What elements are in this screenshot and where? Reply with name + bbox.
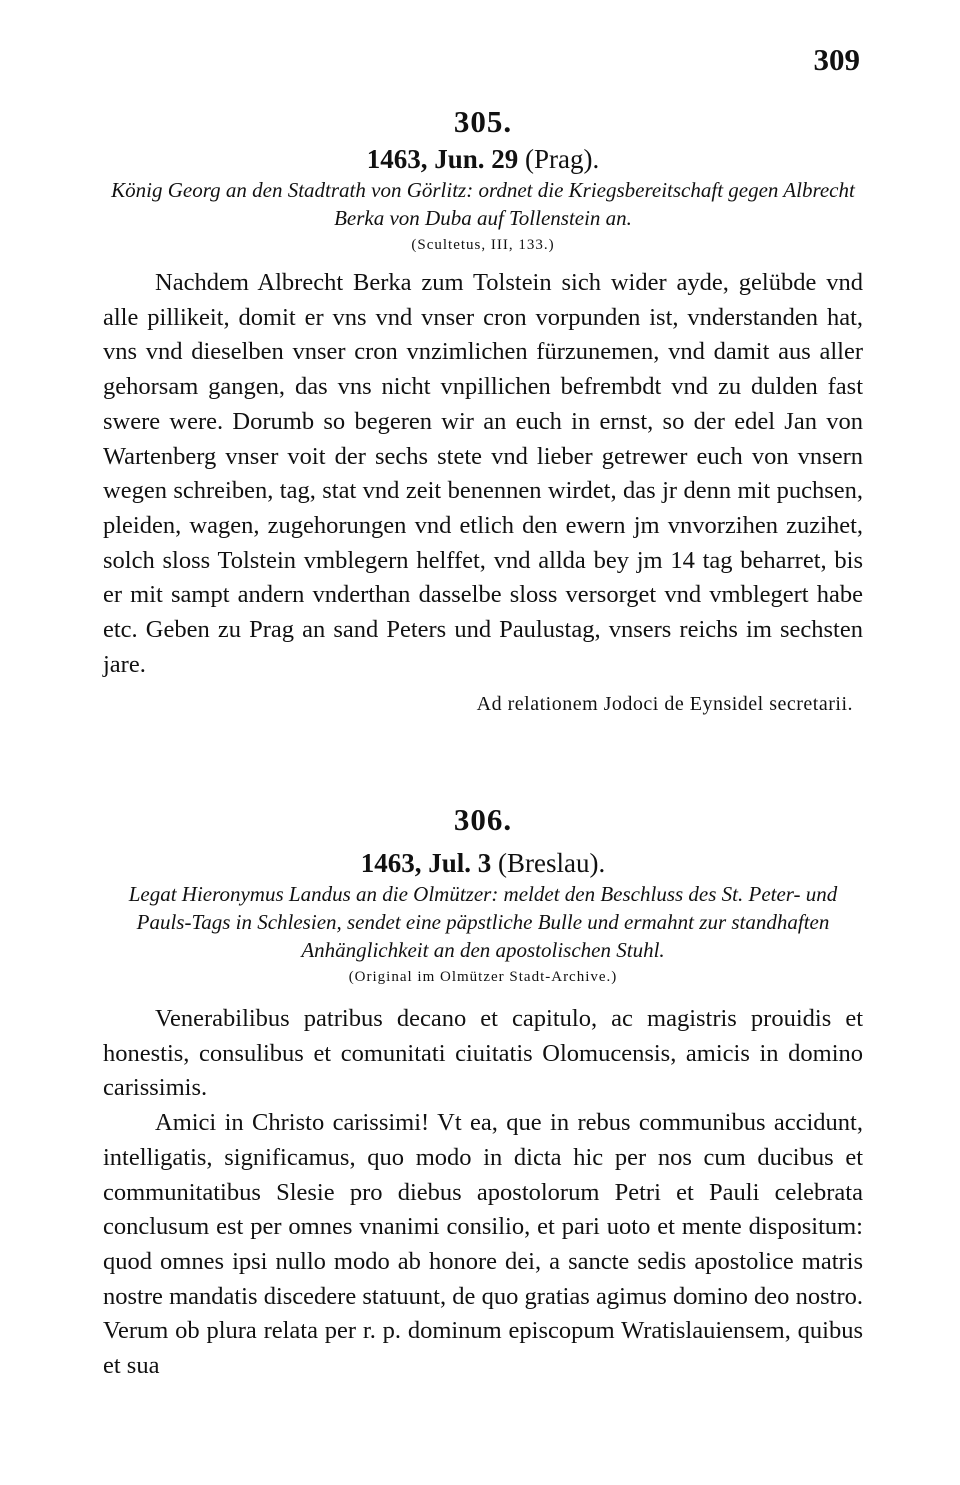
document-306 — [103, 800, 863, 1384]
document-305 — [103, 102, 863, 718]
document-dateline — [103, 846, 863, 880]
document-place: (Breslau). — [498, 848, 606, 878]
page-number: 309 — [813, 42, 860, 77]
document-paragraph: Venerabilibus patribus decano et capitulo, ac magistris prouidis et honestis, consulibus et comunitati ciuitatis Olomucensis, amicis in domino carissimis. — [103, 1005, 863, 1102]
document-summary: Legat Hieronymus Landus an die Olmützer: meldet den Beschluss des St. Peter- und Pauls-Tags in Schlesien, sendet eine päpstliche Bulle und ermahnt zur standhaften Anhänglichkeit an den apostolischen Stuhl. — [128, 882, 838, 962]
document-paragraph: Amici in Christo carissimi! Vt ea, que in rebus communibus accidunt, intelligatis, significamus, quo modo in dicta hic per nos cum ducibus et communitatibus Slesie pro diebus apostolorum Petri et Pauli celebrata conclusum est per omnes vnanimi consilio, et pari uoto et mente dispositum: quod omnes ipsi nullo modo ab honore dei, a sancte sedis apostolice matris nostre mandatis discedere statuunt, de quo gratias agimus domino deo nostro. Verum ob plura relata per r. p. dominum episcopum Wratislauiensem, quibus et sua — [103, 1109, 863, 1380]
document-source: (Scultetus, III, 133.) — [411, 237, 555, 253]
document-source: (Original im Olmützer Stadt-Archive.) — [348, 969, 618, 985]
document-date: 1463, Jul. 3 — [360, 848, 492, 878]
document-attribution: Ad relationem Jodoci de Eynsidel secretarii. — [476, 693, 853, 716]
document-dateline — [103, 142, 863, 176]
document-paragraph: Nachdem Albrecht Berka zum Tolstein sich wider ayde, gelübde vnd alle pillikeit, domit er vns vnd vnser cron vorpunden ist, vnderstanden hat, vns vnd dieselben vnser cron vnzimlichen fürzunemen, vnd damit aus aller gehorsam gangen, das vns nicht vnpillichen befrembdt vnd zu dulden fast swere were. Dorumb so begeren wir an euch in ernst, so der edel Jan von Wartenberg vnser voit der sechs stete vnd lieber getrewer euch von vnsern wegen schreiben, tag, stat vnd zeit benennen wirdet, das jr denn mit puchsen, pleiden, wagen, zugehorungen vnd etlich den ewern jm vnvorzihen zuzihet, solch sloss Tolstein vmblegern helffet, vnd allda bey jm 14 tag beharret, bis er mit sampt andern vnderthan dasselbe sloss versorget vnd vmblegert habe etc. Geben zu Prag an sand Peters und Paulustag, vnsers reichs im sechsten jare. — [103, 269, 863, 678]
document-number: 305. — [453, 104, 513, 139]
document-place: (Prag). — [525, 144, 600, 174]
document-date: 1463, Jun. 29 — [366, 144, 519, 174]
document-number: 306. — [453, 802, 513, 837]
document-summary: König Georg an den Stadtrath von Görlitz: ordnet die Kriegsbereitschaft gegen Albrecht Berka von Duba auf Tollenstein an. — [111, 178, 855, 230]
